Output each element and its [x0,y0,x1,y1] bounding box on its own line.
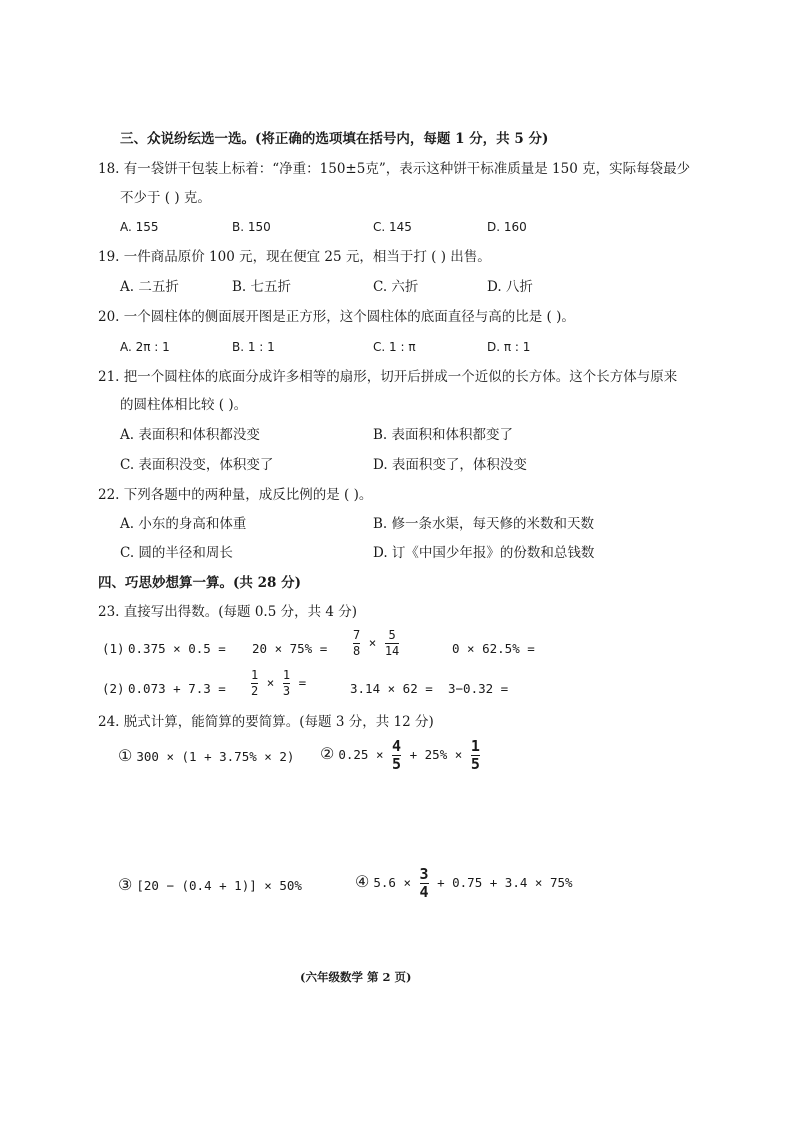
q23-row2-label: (2) [102,681,125,696]
q21-stem: 21. 把一个圆柱体的底面分成许多相等的扇形，切开后拼成一个近似的长方体。这个长方体与原来 [98,369,678,385]
page-footer: (六年级数学 第 2 页) [300,970,412,984]
q20-option-b: B. 1 : 1 [232,340,275,354]
section-4-title: 四、巧思妙想算一算。(共 28 分) [98,575,301,591]
q20-option-d: D. π : 1 [487,340,531,354]
q19-option-b: B. 七五折 [232,279,292,295]
q22-option-b: B. 修一条水渠，每天修的米数和天数 [373,516,595,532]
q19-option-d: D. 八折 [487,279,533,295]
q19-option-a: A. 二五折 [120,279,179,295]
section-3-title: 三、众说纷纭选一选。(将正确的选项填在括号内，每题 1 分，共 5 分) [120,131,549,147]
fraction: $\frac{5}{14}$ [384,628,400,658]
q24-title: 24. 脱式计算，能简算的要简算。(每题 3 分，共 12 分) [98,714,434,730]
q18-option-d: D. 160 [487,220,527,234]
q24-problem-4: ④ 5.6 × $\frac{3}{4}$ + 0.75 + 3.4 × 75% [355,865,573,901]
fraction: $\frac{1}{5}$ [470,737,480,773]
q22-option-a: A. 小东的身高和体重 [120,516,247,532]
q20-option-a: A. 2π : 1 [120,340,170,354]
q22-option-c: C. 圆的半径和周长 [120,545,233,561]
fraction: $\frac{1}{2}$ [251,668,259,698]
q19-stem: 19. 一件商品原价 100 元，现在便宜 25 元，相当于打 ( ) 出售。 [98,249,491,265]
fraction: $\frac{4}{5}$ [392,737,402,773]
q23-row1-item-d: 0 × 62.5% = [452,641,535,656]
q18-stem: 18. 有一袋饼干包装上标着：“净重：150±5克”，表示这种饼干标准质量是 150 克，实际每袋最少 [98,161,691,177]
q21-option-a: A. 表面积和体积都没变 [120,427,260,443]
q22-stem: 22. 下列各题中的两种量，成反比例的是 ( )。 [98,487,373,503]
q21-option-d: D. 表面积变了，体积没变 [373,457,527,473]
q24-problem-1: ① 300 × (1 + 3.75% × 2) [118,746,295,765]
q21-option-b: B. 表面积和体积都变了 [373,427,514,443]
q23-row1-item-c: $\frac{7}{8}$ × $\frac{5}{14}$ [353,628,400,658]
fraction: $\frac{3}{4}$ [419,865,429,901]
q20-stem: 20. 一个圆柱体的侧面展开图是正方形，这个圆柱体的底面直径与高的比是 ( )。 [98,309,575,325]
q23-title: 23. 直接写出得数。(每题 0.5 分，共 4 分) [98,604,358,620]
q22-option-d: D. 订《中国少年报》的份数和总钱数 [373,545,595,561]
q18-option-c: C. 145 [373,220,412,234]
fraction: $\frac{7}{8}$ [353,628,361,658]
q24-problem-2: ② 0.25 × $\frac{4}{5}$ + 25% × $\frac{1}{5}$ [320,737,480,773]
q23-row1-item-b: 20 × 75% = [252,641,328,656]
q23-row2-item-c: 3.14 × 62 = [350,681,433,696]
q24-problem-3: ③ [20 − (0.4 + 1)] × 50% [118,875,302,894]
q18-option-a: A. 155 [120,220,159,234]
q23-row2-item-b: $\frac{1}{2}$ × $\frac{1}{3}$ = [251,668,307,698]
q23-row2-item-d: 3−0.32 = [448,681,509,696]
q19-option-c: C. 六折 [373,279,419,295]
q18-option-b: B. 150 [232,220,271,234]
q21-stem-cont: 的圆柱体相比较 ( )。 [120,397,248,413]
q23-row1-item-a: 0.375 × 0.5 = [128,641,226,656]
q18-stem-cont: 不少于 ( ) 克。 [120,190,211,206]
q20-option-c: C. 1 : π [373,340,416,354]
q23-row2-item-a: 0.073 + 7.3 = [128,681,226,696]
fraction: $\frac{1}{3}$ [282,668,291,698]
q21-option-c: C. 表面积没变，体积变了 [120,457,274,473]
q23-row1-label: (1) [102,641,125,656]
